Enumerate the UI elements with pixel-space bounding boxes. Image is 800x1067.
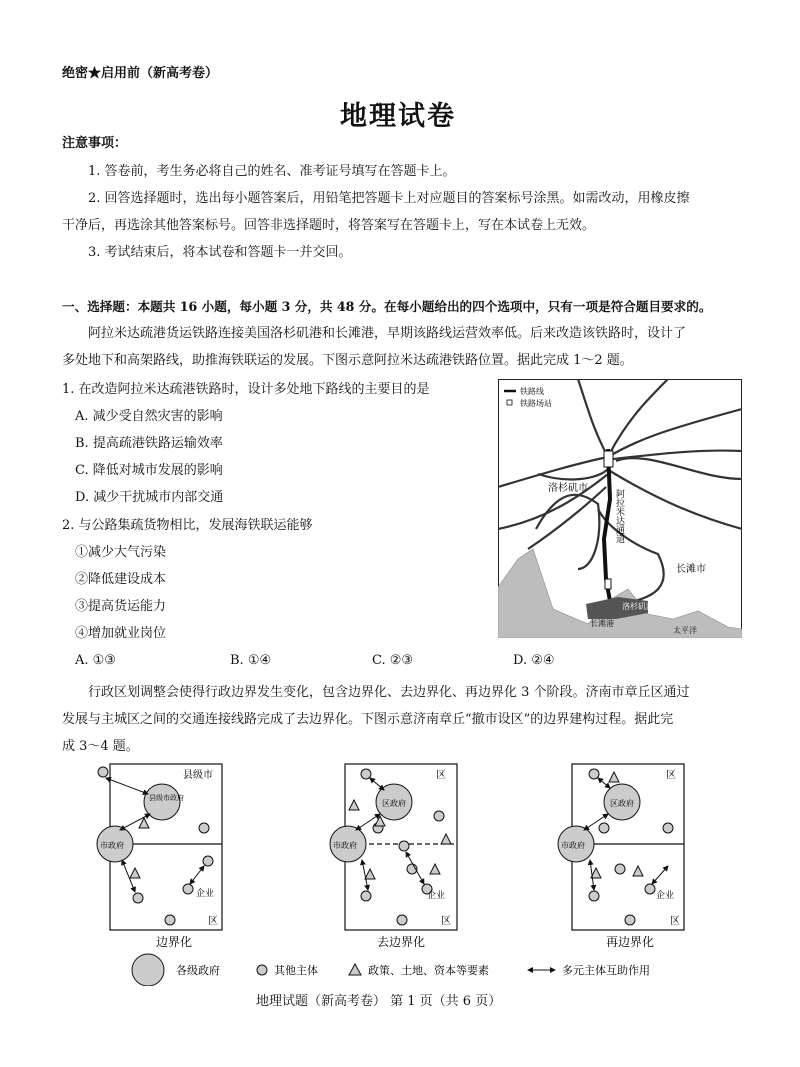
legend-policy-label: 政策、土地、资本等要素	[368, 964, 489, 977]
confidential-label: 绝密★启用前（新高考卷）	[62, 66, 219, 81]
panel1-gov-top: 县级市政府	[149, 794, 184, 802]
panel2-gov-top: 区政府	[382, 799, 406, 808]
notice-item: 3. 考试结束后，将本试卷和答题卡一并交回。	[88, 245, 352, 260]
panel2-gov-left: 市政府	[333, 841, 357, 850]
panel3-top-label: 区	[666, 770, 676, 781]
q2-option-d: D. ②④	[513, 653, 555, 668]
boundary-diagrams	[90, 756, 730, 986]
panel-bordering	[97, 764, 222, 949]
passage-text: 行政区划调整会使得行政边界发生变化，包含边界化、去边界化、再边界化 3 个阶段。济南市章丘区通过	[88, 685, 690, 700]
panel1-top-label: 县级市	[183, 770, 213, 781]
panel1-gov-left: 市政府	[100, 841, 124, 850]
panel1-caption: 边界化	[156, 935, 193, 949]
notice-item: 1. 答卷前，考生务必将自己的姓名、准考证号填写在答题卡上。	[88, 164, 456, 179]
q1-option-d: D. 减少干扰城市内部交通	[75, 490, 224, 505]
panel3-bottom-label: 区	[670, 916, 680, 927]
panel-rebordering	[558, 764, 684, 949]
station-marker	[604, 451, 613, 467]
q1-option-a: A. 减少受自然灾害的影响	[75, 409, 223, 424]
passage-text: 发展与主城区之间的交通连接线路完成了去边界化。下图示意济南章丘“撤市设区”的边界建构过程。据此完	[62, 712, 674, 727]
panel2-top-label: 区	[436, 770, 446, 781]
notice-heading: 注意事项：	[62, 136, 128, 151]
legend-rail-label: 铁路线	[520, 387, 544, 396]
q1-option-b: B. 提高疏港铁路运输效率	[75, 436, 223, 451]
map-label-port-la: 洛杉矶港	[622, 602, 654, 611]
question-1-stem: 1. 在改造阿拉米达疏港铁路时，设计多处地下路线的主要目的是	[62, 382, 430, 397]
q2-item: ①减少大气污染	[75, 545, 167, 560]
q2-option-a: A. ①③	[75, 653, 116, 668]
legend-arrow-label: 多元主体互助作用	[562, 964, 650, 977]
q2-option-b: B. ①④	[230, 653, 272, 668]
page-title: 地理试卷	[340, 101, 456, 132]
notice-item: 2. 回答选择题时，选出每小题答案后，用铅笔把答题卡上对应题目的答案标号涂黑。如需改动，用橡皮擦	[88, 191, 690, 206]
passage-text: 阿拉米达疏港货运铁路连接美国洛杉矶港和长滩港，早期该路线运营效率低。后来改造该铁路时，设计了	[88, 326, 687, 341]
legend-other-label: 其他主体	[274, 964, 318, 977]
panel2-enterprise: 企业	[427, 891, 446, 901]
map-label-lb: 长滩市	[676, 564, 706, 575]
section-heading: 一、选择题：本题共 16 小题，每小题 3 分，共 48 分。在每小题给出的四个选项中，只有一项是符合题目要求的。	[62, 299, 712, 314]
q2-option-c: C. ②③	[372, 653, 414, 668]
page-footer: 地理试题（新高考卷） 第 1 页（共 6 页）	[256, 994, 502, 1009]
map-label-sea: 太平洋	[673, 626, 697, 635]
legend-gov-label: 各级政府	[176, 964, 220, 977]
legend-station-icon	[507, 400, 512, 405]
q2-item: ④增加就业岗位	[75, 626, 167, 641]
panel1-bottom-label: 区	[208, 916, 218, 927]
legend-station-label: 铁路场站	[520, 399, 552, 408]
panel3-enterprise: 企业	[656, 891, 675, 901]
panel3-caption: 再边界化	[606, 935, 655, 949]
panel1-enterprise: 企业	[196, 889, 215, 899]
station-marker	[605, 579, 611, 589]
passage-text: 成 3～4 题。	[62, 739, 139, 754]
panel3-gov-left: 市政府	[561, 841, 585, 850]
panel-debordering	[330, 764, 457, 949]
map-label-la: 洛杉矶市	[548, 483, 588, 494]
q1-option-c: C. 降低对城市发展的影响	[75, 463, 223, 478]
panel2-caption: 去边界化	[377, 935, 426, 949]
notice-item: 干净后，再选涂其他答案标号。回答非选择题时，将答案写在答题卡上，写在本试卷上无效。	[62, 218, 596, 233]
diagram-legend	[132, 954, 650, 986]
panel3-gov-top: 区政府	[610, 799, 634, 808]
question-2-stem: 2. 与公路集疏货物相比，发展海铁联运能够	[62, 518, 313, 533]
map-label-port-lb: 长滩港	[590, 619, 614, 628]
q2-item: ③提高货运能力	[75, 599, 167, 614]
railway-map	[498, 379, 742, 638]
passage-text: 多处地下和高架路线，助推海铁联运的发展。下图示意阿拉米达疏港铁路位置。据此完成 1～2 题。	[62, 353, 633, 368]
q2-item: ②降低建设成本	[75, 572, 167, 587]
panel2-bottom-label: 区	[441, 916, 451, 927]
map-label-corridor: 阿拉米达通道	[614, 489, 624, 543]
